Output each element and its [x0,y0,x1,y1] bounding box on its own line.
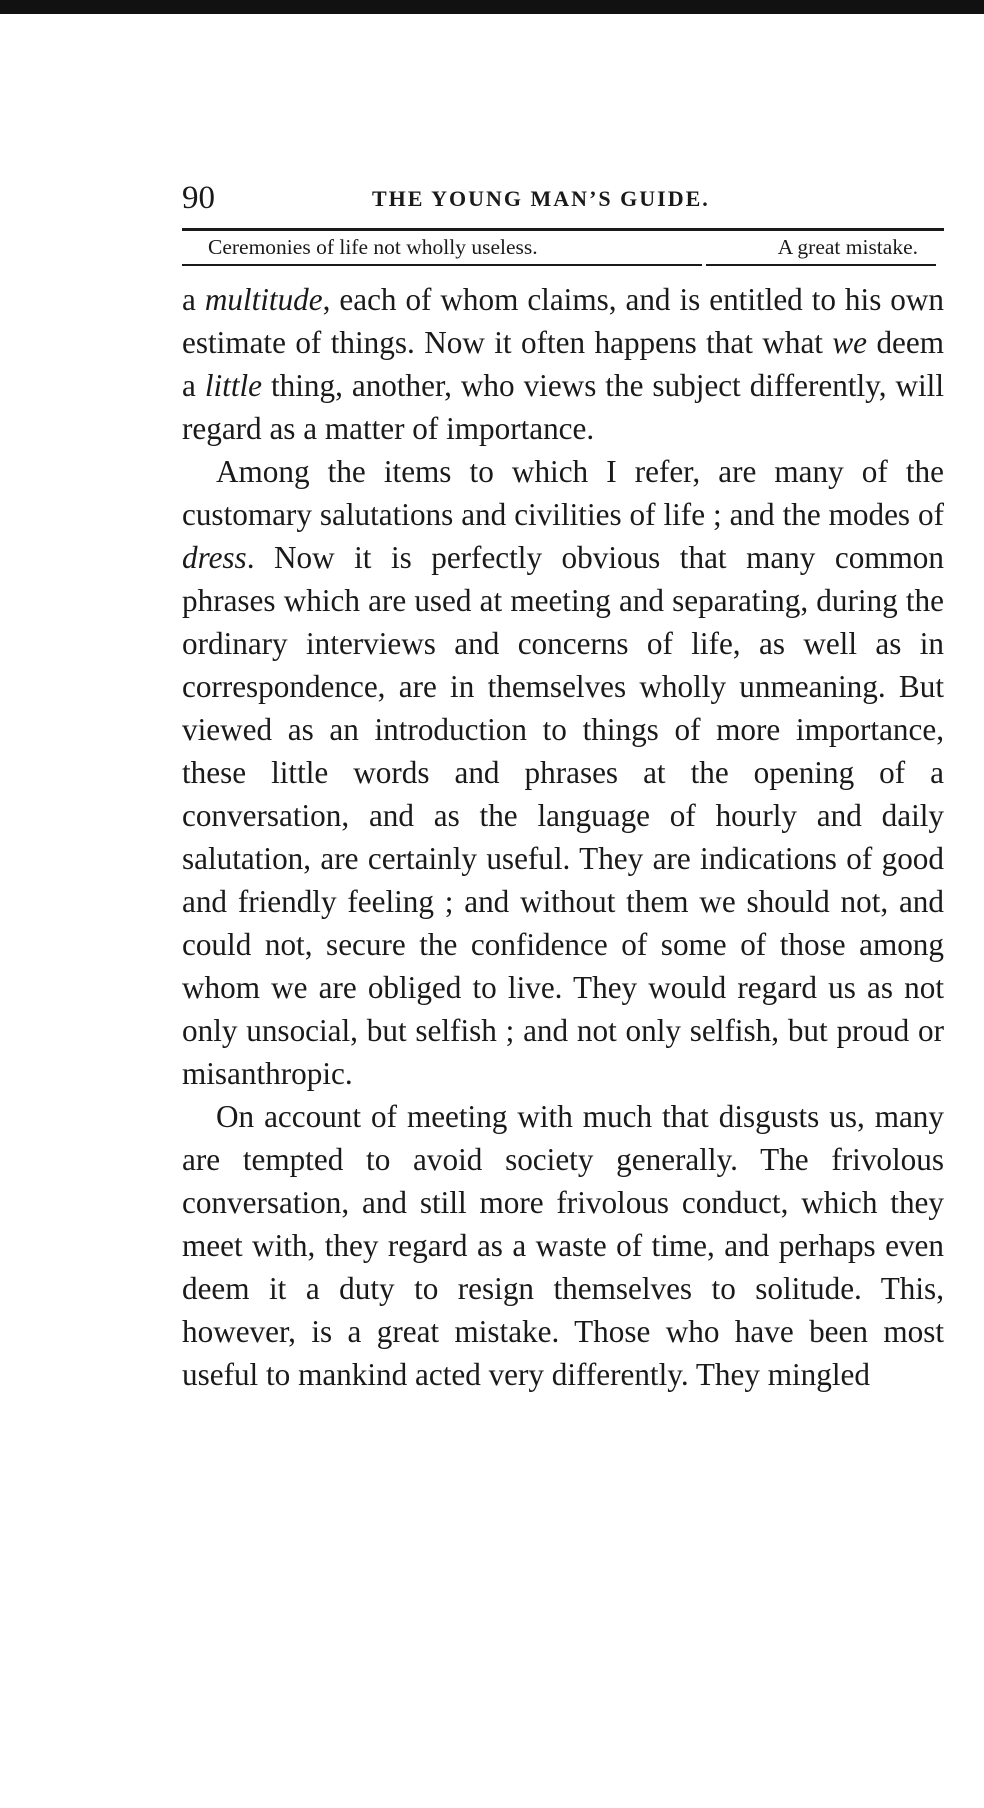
page-number: 90 [182,180,215,216]
side-head-left: Ceremonies of life not wholly useless. [208,235,538,259]
header-rule [182,228,944,231]
running-title: THE YOUNG MAN’S GUIDE. [372,186,710,211]
paragraph-text: On account of meeting with much that disgusts us, many are tempted to avoid society generally. The frivolous conversation, and still more frivolous conduct, which they meet with, they regard as a waste of time, and perhaps even deem it a duty to resign themselves to solitude. This, however, is a great mistake. Those who have been most useful to mankind acted very differently. They mingled [182,1099,944,1392]
paragraph-text: Among the items to which I refer, are many of the customary salutations and civilities of life ; and the modes of [182,454,944,532]
paragraph-text: deem a [182,325,944,403]
paragraph-2 [182,450,944,1095]
paragraph-text-italic: multitude [204,282,323,317]
paragraph-text: , each of whom claims, and is entitled to his own estimate of things. Now it often happens that what [182,282,945,360]
paragraph-3 [182,1095,944,1396]
body-text [182,278,944,1396]
side-head-rule-right [706,264,936,266]
side-head-right: A great mistake. [777,235,918,259]
page-header [182,178,944,218]
paragraph-text: a [182,282,205,317]
paragraph-text: . Now it is perfectly obvious that many common phrases which are used at meeting and separating, during the ordinary interviews and concerns of life, as well as in correspondence, are in themselves wholly unmeaning. But viewed as an introduction to things of more importance, these little words and phrases at the opening of a conversation, and as the language of hourly and daily salutation, are certainly useful. They are indications of good and friendly feeling ; and without them we should not, and could not, secure the confidence of some of those among whom we are obliged to live. They would regard us as not only unsocial, but selfish ; and not only selfish, but proud or misanthropic. [182,540,944,1091]
side-heads [182,232,944,262]
side-head-rule-left [182,264,702,266]
paragraph-text-italic: little [204,368,262,403]
paragraph-text: thing, another, who views the subject differently, will regard as a matter of importance. [182,368,945,446]
paragraph-text-italic: dress [182,540,247,575]
scan-top-edge [0,0,984,14]
paragraph-text-italic: we [832,325,868,360]
paragraph-1 [182,278,944,450]
